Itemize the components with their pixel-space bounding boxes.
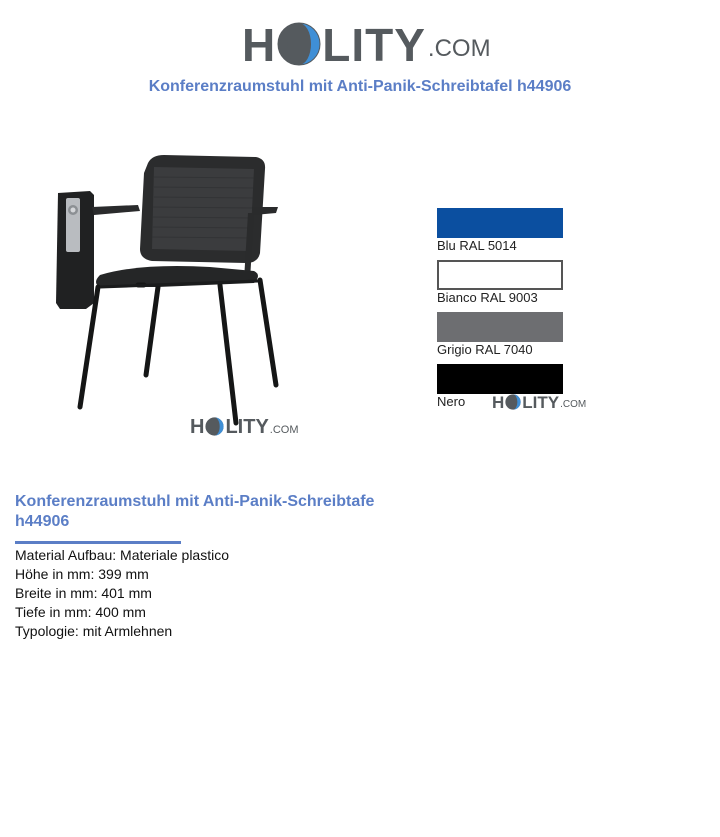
swatch-bianco[interactable] xyxy=(437,260,563,290)
watermark-text-com: .COM xyxy=(269,424,299,436)
swatch-label-nero: Nero xyxy=(437,394,466,409)
swatch-watermark xyxy=(492,394,586,411)
product-image xyxy=(40,115,310,450)
logo-text-h: H xyxy=(242,19,277,71)
swatch-watermark-globe-icon xyxy=(505,394,521,410)
product-specs xyxy=(15,546,229,641)
swatch-nero[interactable] xyxy=(437,364,563,394)
swatch-watermark-text-lity: LITY xyxy=(522,393,560,412)
spec-typology: Typologie: mit Armlehnen xyxy=(15,623,173,639)
product-title xyxy=(15,492,395,532)
color-swatches xyxy=(437,208,563,416)
swatch-blu[interactable] xyxy=(437,208,563,238)
product-title-line-1: Konferenzraumstuhl mit Anti-Panik-Schreibtafe xyxy=(15,493,375,510)
swatch-watermark-text-h: H xyxy=(492,393,505,412)
spec-depth: Tiefe in mm: 400 mm xyxy=(15,604,146,620)
product-title-line-2: h44906 xyxy=(15,513,70,530)
logo-text-com: .COM xyxy=(427,35,491,62)
chair-illustration xyxy=(40,115,310,450)
swatch-label-blu: Blu RAL 5014 xyxy=(437,238,517,253)
swatch-watermark-text-com: .COM xyxy=(560,399,587,410)
swatch-label-bianco: Bianco RAL 9003 xyxy=(437,290,538,305)
logo-globe-icon xyxy=(277,22,321,66)
watermark-text-h: H xyxy=(190,416,205,438)
title-divider xyxy=(15,541,181,544)
swatch-grigio[interactable] xyxy=(437,312,563,342)
watermark-globe-icon xyxy=(205,417,224,436)
page-title: Konferenzraumstuhl mit Anti-Panik-Schreibtafel h44906 xyxy=(148,78,572,95)
logo-text-lity: LITY xyxy=(322,19,426,71)
watermark-text-lity: LITY xyxy=(225,416,269,438)
spec-material: Material Aufbau: Materiale plastico xyxy=(15,547,229,563)
spec-height: Höhe in mm: 399 mm xyxy=(15,566,149,582)
image-watermark xyxy=(190,417,299,437)
site-logo[interactable] xyxy=(242,12,491,71)
swatch-label-grigio: Grigio RAL 7040 xyxy=(437,342,533,357)
spec-width: Breite in mm: 401 mm xyxy=(15,585,152,601)
